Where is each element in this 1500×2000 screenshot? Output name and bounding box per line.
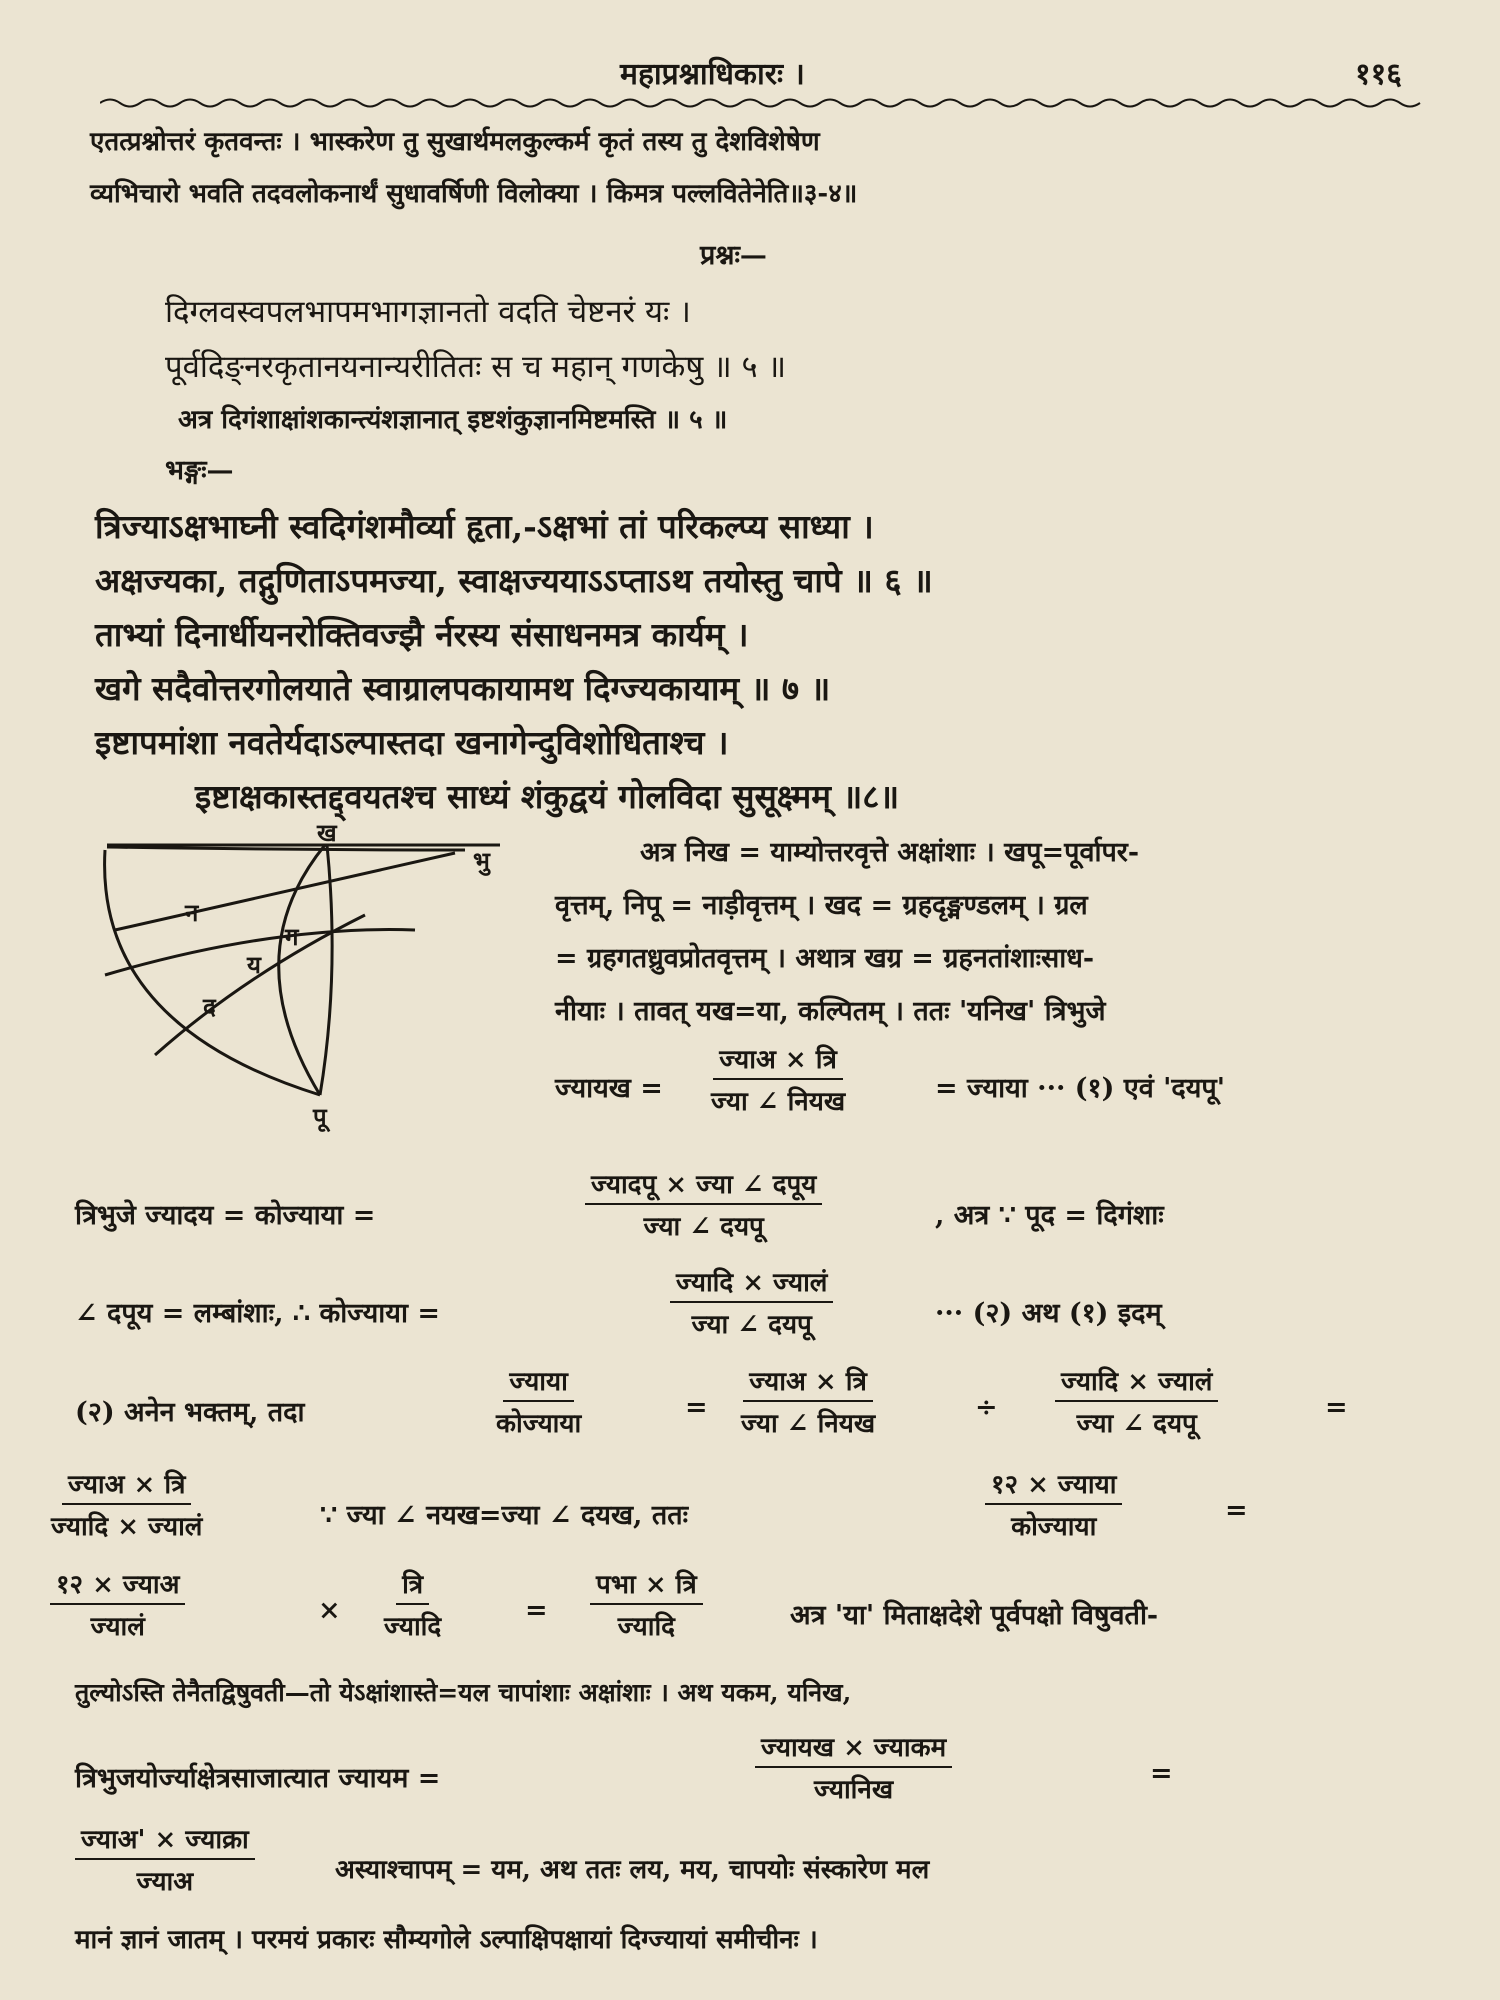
eq9-fraction <box>75 1820 255 1898</box>
eq4-fraction-3 <box>1055 1362 1218 1440</box>
explanation-line-4: नीयाः । तावत् यख=या, कल्पितम् । ततः 'यनिख' त्रिभुजे <box>555 996 1106 1027</box>
eq8-denominator: ज्यानिख <box>814 1775 894 1805</box>
diagram-label-ya: य <box>247 950 261 979</box>
question-heading: प्रश्नः— <box>700 240 767 271</box>
eq4-fraction-1 <box>490 1362 587 1440</box>
eq4-f3-numerator: ज्यादि × ज्यालं <box>1055 1362 1218 1402</box>
diagram-label-na: न <box>185 898 199 927</box>
eq6-fraction-3 <box>590 1565 703 1643</box>
eq5-middle-text: ∵ ज्या ∠ नयख=ज्या ∠ दयख, ततः <box>320 1500 689 1531</box>
explanation-line-7: तुल्योऽस्ति तेनैतद्विषुवती—तो येऽक्षांशास्ते=यल चापांशाः अक्षांशाः । अथ यकम, यनिख, <box>75 1678 852 1707</box>
eq6-times: × <box>318 1595 341 1626</box>
diagram-label-pu: पू <box>313 1102 327 1131</box>
header-wavy-rule <box>100 96 1430 110</box>
answer-verse-5: इष्टापमांशा नवतेर्यदाऽल्पास्तदा खनागेन्दुविशोधिताश्च । <box>95 723 729 762</box>
eq1-lhs: ज्यायख = <box>555 1073 663 1104</box>
eq4-fraction-2 <box>735 1362 881 1440</box>
question-verse-1: दिग्लवस्वपलभापमभागज्ञानतो वदति चेष्टनरं यः । <box>165 294 691 330</box>
eq8-numerator: ज्यायख × ज्याकम <box>755 1728 952 1768</box>
eq6-f2-numerator: त्रि <box>396 1565 429 1605</box>
eq3-rhs: ··· (२) अथ (१) इदम् <box>935 1298 1162 1329</box>
eq6-equals: = <box>525 1595 548 1626</box>
answer-heading: भङ्गः— <box>165 455 234 486</box>
answer-verse-2: अक्षज्यका, तद्गुणिताऽपमज्या, स्वाक्षज्ययाऽऽप्ताऽथ तयोस्तु चापे ॥ ६ ॥ <box>95 561 933 600</box>
eq4-divide: ÷ <box>975 1392 998 1423</box>
eq5-f2-denominator: कोज्याया <box>1011 1512 1097 1542</box>
explanation-line-3: = ग्रहगतध्रुवप्रोतवृत्तम् । अथात्र खग्र = ग्रहनतांशाःसाध- <box>555 943 1095 974</box>
eq9-rhs: अस्याश्चापम् = यम, अथ ततः लय, मय, चापयोः संस्कारेण मल <box>335 1855 930 1885</box>
diagram-label-ga: ग <box>285 922 299 951</box>
eq4-f1-numerator: ज्याया <box>503 1362 574 1402</box>
eq6-f3-denominator: ज्यादि <box>617 1612 675 1642</box>
eq6-f2-denominator: ज्यादि <box>384 1612 442 1642</box>
eq9-numerator: ज्याअ' × ज्याक्रा <box>75 1820 255 1860</box>
eq2-rhs: , अत्र ∵ पूद = दिगंशाः <box>935 1200 1164 1231</box>
eq5-f1-numerator: ज्याअ × त्रि <box>62 1465 192 1505</box>
diagram-label-da: द <box>203 992 216 1021</box>
eq2-denominator: ज्या ∠ दयपू <box>643 1212 764 1242</box>
diagram-label-bhu: भु <box>473 846 490 875</box>
eq1-numerator: ज्याअ × त्रि <box>713 1040 843 1080</box>
eq2-lhs: त्रिभुजे ज्यादय = कोज्याया = <box>75 1200 376 1231</box>
running-header: महाप्रश्नाधिकारः । <box>620 57 805 92</box>
eq8-fraction <box>755 1728 952 1806</box>
question-verse-2: पूर्वदिङ्नरकृतानयनान्यरीतितः स च महान् गणकेषु ॥ ५ ॥ <box>165 349 787 385</box>
eq4-f3-denominator: ज्या ∠ दयपू <box>1076 1409 1197 1439</box>
eq8-lhs: त्रिभुजयोर्ज्याक्षेत्रसाजात्यात ज्यायम = <box>75 1763 441 1794</box>
eq5-f1-denominator: ज्यादि × ज्यालं <box>51 1512 203 1542</box>
intro-line-1: एतत्प्रश्नोत्तरं कृतवन्तः । भास्करेण तु सुखार्थमलकुल्कर्म कृतं तस्य तु देशविशेषेण <box>90 127 820 157</box>
eq4-end-equals: = <box>1325 1392 1348 1423</box>
answer-verse-4: खगे सदैवोत्तरगोलयाते स्वाग्रालपकायामथ दिग्ज्यकायाम् ॥ ७ ॥ <box>95 669 831 708</box>
eq6-rhs: अत्र 'या' मिताक्षदेशे पूर्वपक्षो विषुवती- <box>790 1600 1159 1631</box>
explanation-line-2: वृत्तम्, निपू = नाड़ीवृत्तम् । खद = ग्रहदृङ्मण्डलम् । ग्रल <box>555 890 1088 921</box>
answer-verse-3: ताभ्यां दिनार्धीयनरोक्तिवज्झै र्नरस्य संसाधनमत्र कार्यम् । <box>95 615 749 654</box>
eq5-fraction-2 <box>985 1465 1122 1543</box>
eq2-fraction <box>585 1165 822 1243</box>
eq4-f1-denominator: कोज्याया <box>496 1409 582 1439</box>
eq6-fraction-1 <box>50 1565 185 1643</box>
answer-verse-1: त्रिज्याऽक्षभाघ्नी स्वदिगंशमौर्व्या हृता,-ऽक्षभां तां परिकल्प्य साध्या । <box>95 507 874 546</box>
closing-line: मानं ज्ञानं जातम् । परमयं प्रकारः सौम्यगोले ऽल्पाक्षिपक्षायां दिग्ज्यायां समीचीनः । <box>75 1925 818 1955</box>
eq2-numerator: ज्यादपू × ज्या ∠ दपूय <box>585 1165 822 1205</box>
eq4-f2-denominator: ज्या ∠ नियख <box>741 1409 876 1439</box>
eq3-numerator: ज्यादि × ज्यालं <box>670 1263 833 1303</box>
eq1-fraction <box>705 1040 851 1118</box>
spherical-triangle-diagram <box>95 825 525 1145</box>
eq6-f1-denominator: ज्यालं <box>90 1612 145 1642</box>
eq6-f1-numerator: १२ × ज्याअ <box>50 1565 185 1605</box>
question-note: अत्र दिगंशाक्षांशकान्त्यंशज्ञानात् इष्टशंकुज्ञानमिष्टमस्ति ॥ ५ ॥ <box>178 405 728 435</box>
eq1-denominator: ज्या ∠ नियख <box>711 1087 846 1117</box>
eq4-lhs: (२) अनेन भक्तम्, तदा <box>75 1397 305 1428</box>
eq8-end-equals: = <box>1150 1758 1173 1789</box>
eq4-equals: = <box>685 1392 708 1423</box>
eq6-f3-numerator: पभा × त्रि <box>590 1565 703 1605</box>
eq9-denominator: ज्याअ <box>136 1867 194 1897</box>
eq5-fraction-1 <box>45 1465 208 1543</box>
page-number: ११६ <box>1355 57 1402 92</box>
eq3-fraction <box>670 1263 833 1341</box>
intro-line-2: व्यभिचारो भवति तदवलोकनार्थं सुधावर्षिणी विलोक्या । किमत्र पल्लवितेनेति॥३-४॥ <box>90 179 858 209</box>
eq6-fraction-2 <box>378 1565 447 1643</box>
eq5-end-equals: = <box>1225 1495 1248 1526</box>
eq3-lhs: ∠ दपूय = लम्बांशाः, ∴ कोज्याया = <box>75 1298 440 1329</box>
eq1-rhs: = ज्याया ··· (१) एवं 'दयपू' <box>935 1073 1225 1104</box>
answer-verse-6: इष्टाक्षकास्तद्द्वयतश्च साध्यं शंकुद्वयं गोलविदा सुसूक्ष्मम् ॥८॥ <box>195 777 900 816</box>
diagram-label-kha: ख <box>317 825 337 847</box>
explanation-line-1: अत्र निख = याम्योत्तरवृत्ते अक्षांशाः । खपू=पूर्वापर- <box>640 837 1140 868</box>
eq4-f2-numerator: ज्याअ × त्रि <box>743 1362 873 1402</box>
eq5-f2-numerator: १२ × ज्याया <box>985 1465 1122 1505</box>
eq3-denominator: ज्या ∠ दयपू <box>691 1310 812 1340</box>
